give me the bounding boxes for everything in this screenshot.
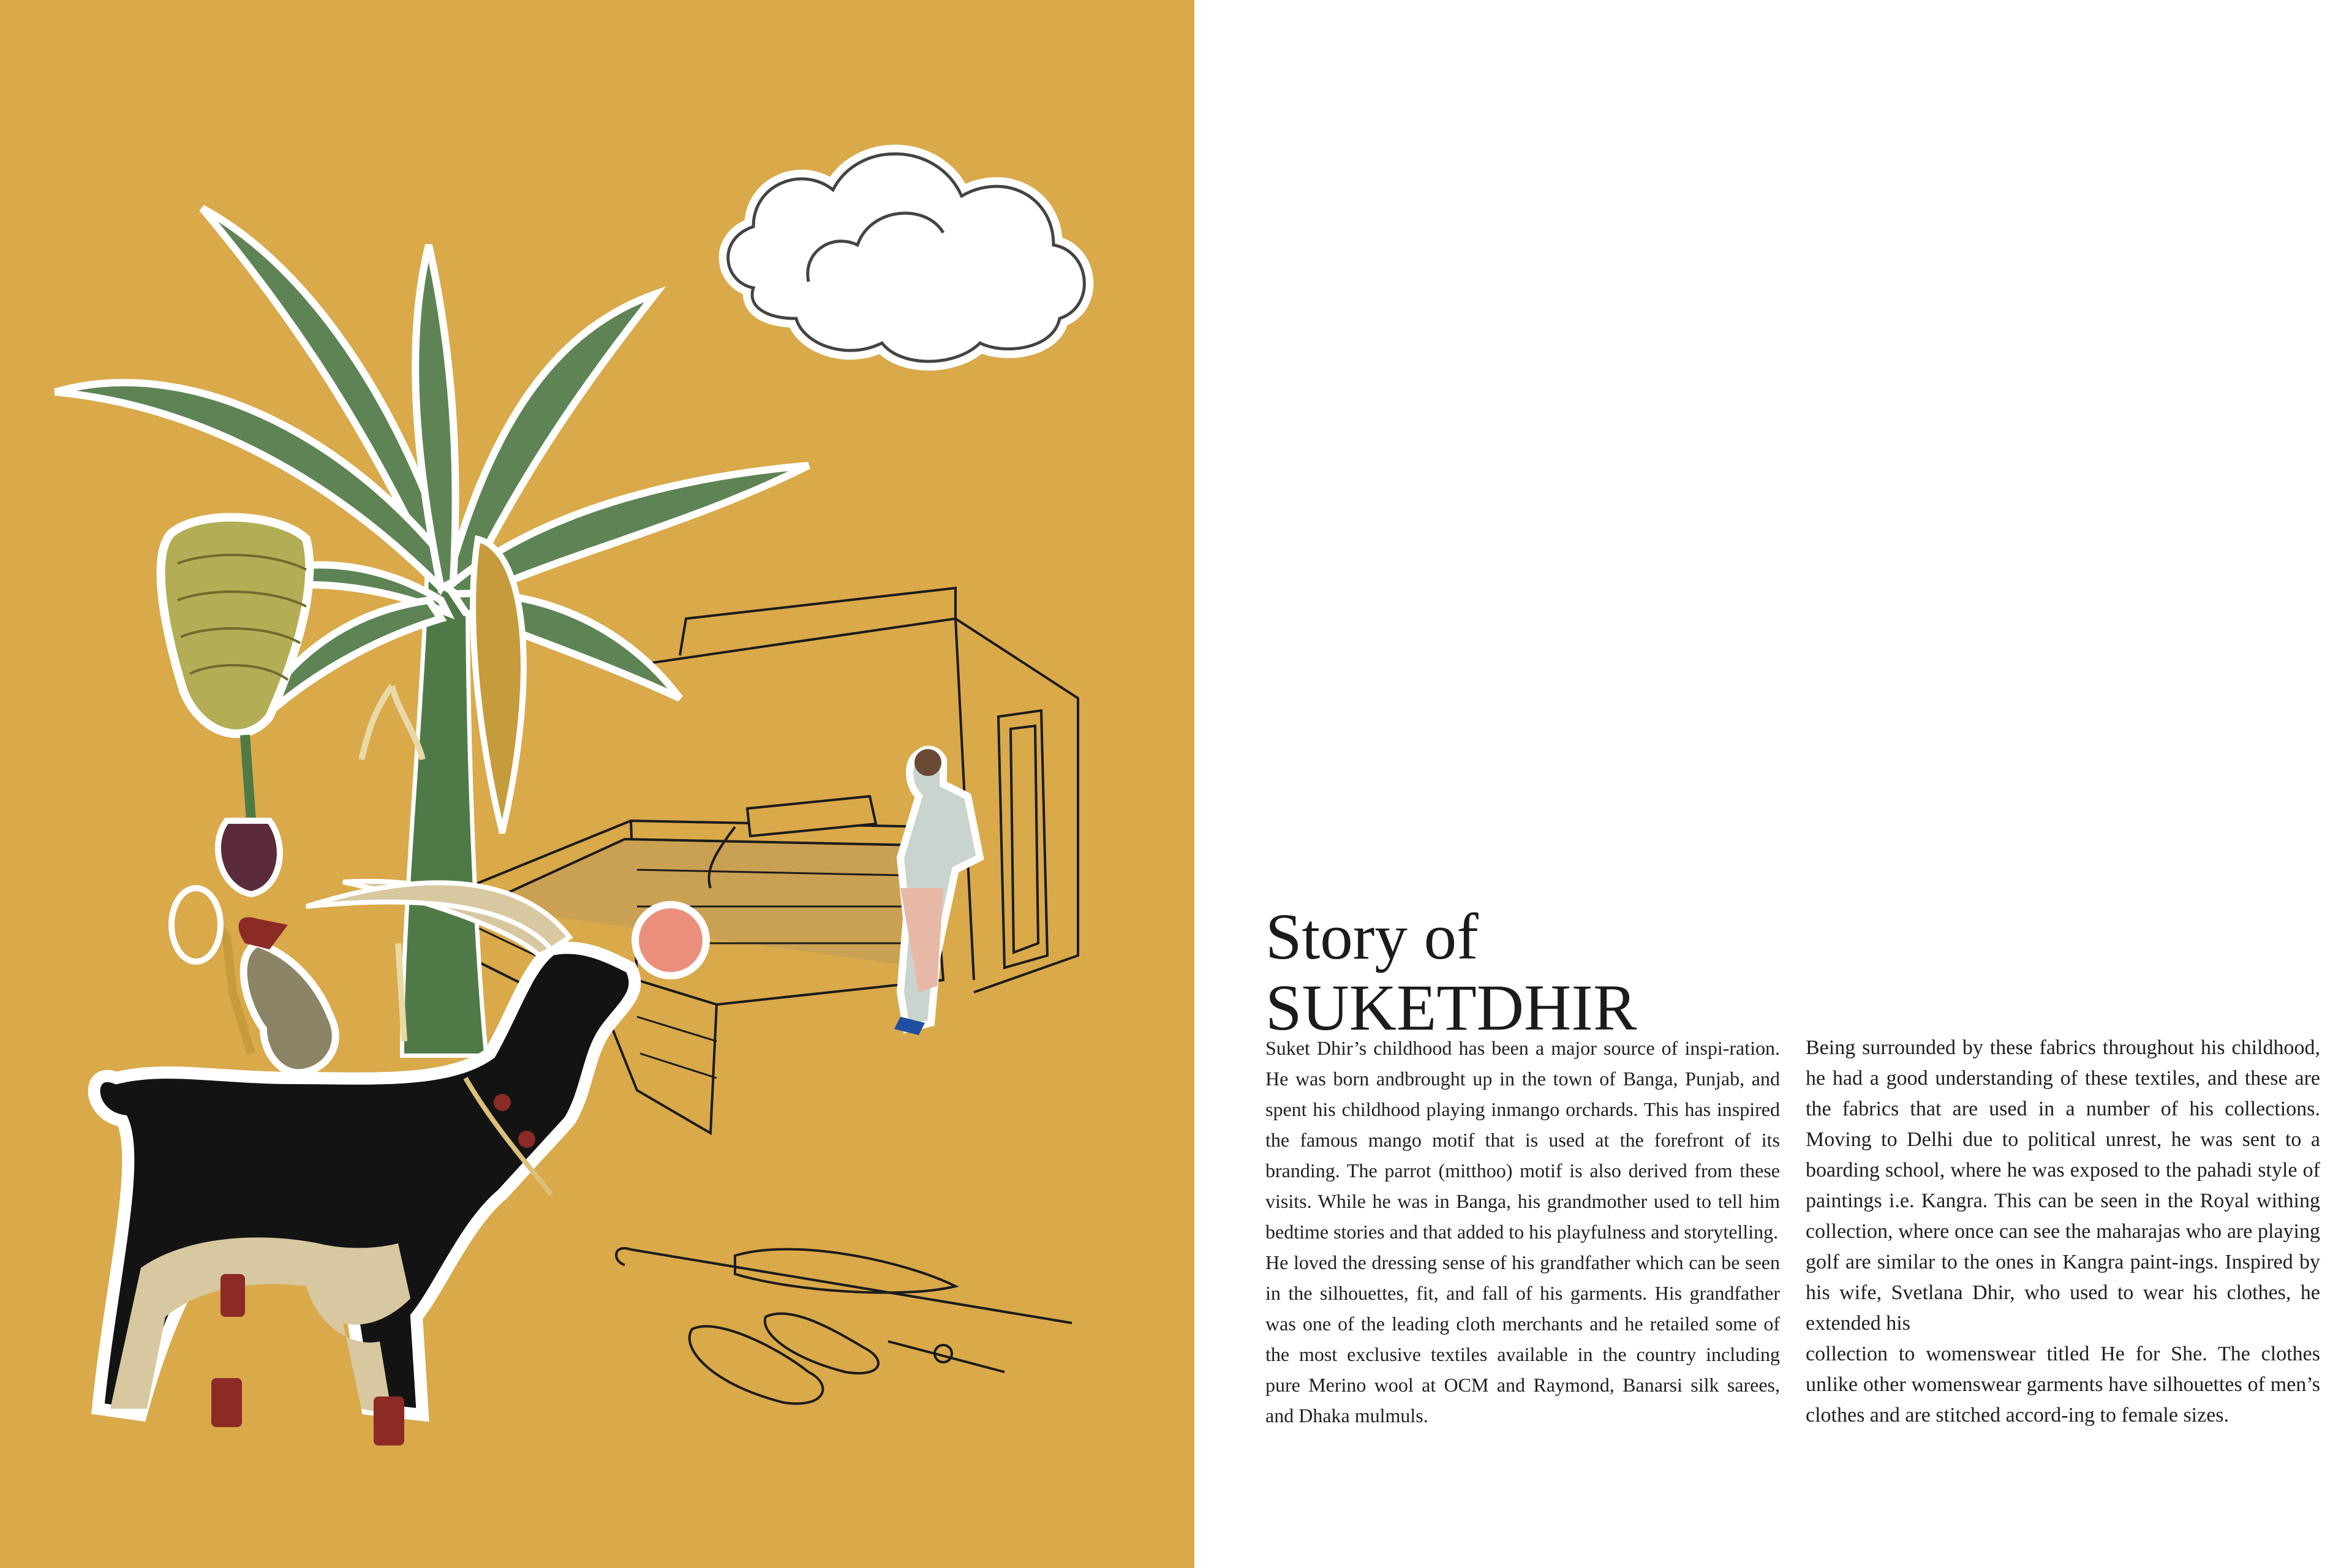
sun-icon bbox=[635, 905, 706, 976]
right-text-column bbox=[1806, 1033, 2320, 1431]
story-title-line2: SUKETDHIR bbox=[1265, 971, 1637, 1044]
story-title-line1: Story of bbox=[1265, 900, 1479, 973]
story-title bbox=[1265, 902, 1939, 1044]
left-text-column bbox=[1265, 1033, 1780, 1431]
paragraph: He loved the dressing sense of his grandfather which can be seen in the silhouettes, fit, and fall of his garments. His grandfather was one of the leading cloth merchants and he retailed some of the most exclusive textiles available in the country including pure Merino wool at OCM and Raymond, Banarsi silk sarees, and Dhaka mulmuls. bbox=[1265, 1251, 1780, 1427]
paragraph: Being surrounded by these fabrics throughout his childhood, he had a good understanding of these textiles, and these are the fabrics that are used in a number of his collections. Moving to Delhi due to political unrest, he was sent to a boarding school, where he was exposed to the pahadi style of paintings i.e. Kangra. This can be seen in the Royal withing collection, where once can see the maharajas who are playing golf are similar to the ones in Kangra paint-ings. Inspired by his wife, Svetlana Dhir, who used to wear his clothes, he extended his bbox=[1806, 1036, 2320, 1335]
text-page bbox=[1194, 0, 2352, 1568]
paragraph: collection to womenswear titled He for She. The clothes unlike other womenswear garments have silhouettes of men’s clothes and are stitched accord-ing to female sizes. bbox=[1806, 1343, 2320, 1427]
paragraph: Suket Dhir’s childhood has been a major source of inspi-ration. He was born andbrought up in the town of Banga, Punjab, and spent his childhood playing inmango orchards. This has inspired the famous mango motif that is used at the forefront of its branding. The parrot (mitthoo) motif is also derived from these visits. While he was in Banga, his grandmother used to tell him bedtime stories and that added to his playfulness and storytelling. bbox=[1265, 1037, 1780, 1243]
